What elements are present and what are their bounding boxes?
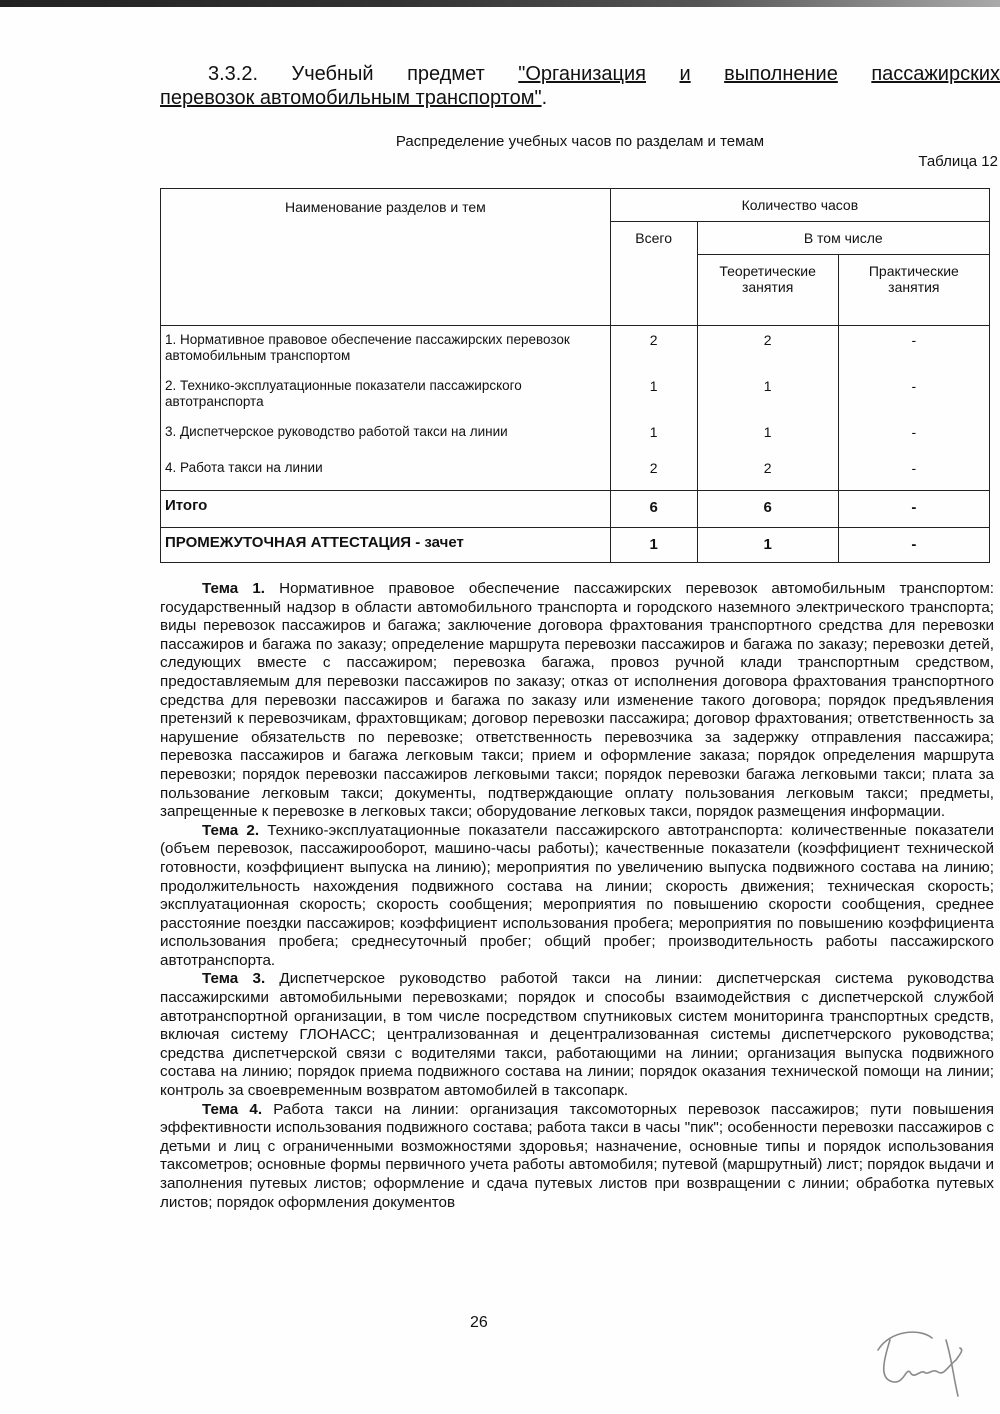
table-row [161,372,990,418]
hours-total: 1 [610,372,697,418]
hours-practice: - [838,454,989,491]
subject-title-word: выполнение [724,63,838,85]
hours-theory: 1 [697,418,838,454]
topic-paragraph [160,580,994,822]
topic-text: Технико-эксплуатационные показатели пассажирского автотранспорта: количественные показатели (объем перевозок, пассажирооборот, машино-часы работы); качественные показатели (коэффициент технической готовности, коэффициент выпуска на линию); мероприятия по увеличению выпуска подвижного состава на линию; продолжительность нахождения подвижного состава на линии; скорость движения; техническая скорость; эксплуатационная скорость; скорость сообщения; мероприятия по повышению скорости сообщения, среднее расстояние поездки пассажиров; коэффициент использования пробега; мероприятия по повышению коэффициента использования пробега; среднесуточный пробег; общий пробег; производительность работы пассажирского автотранспорта. [160,821,994,969]
header-hours: Количество часов [610,189,989,222]
subject-title-word: пассажирских [871,63,1000,85]
attestation-practice: - [838,528,989,563]
topics-description [160,580,994,1212]
section-heading [160,62,1000,110]
topic-label: Тема 4. [202,1100,263,1118]
topic-text: Диспетчерское руководство работой такси на линии: диспетчерская система руководства пассажирскими автомобильными перевозками; порядок и способы взаимодействия с диспетчерской службой автотранспортной организации, в том числе посредством спутниковых систем мониторинга транспортных средств, включая систему ГЛОНАСС; централизованная и децентрализованная системы диспетчерского руководства; средства диспетчерской связи с водителями такси, работающими на линии; организация выпуска подвижного состава на линию; порядок приема подвижного состава на линии; порядок оказания технической помощи на линии; контроль за своевременным возвратом автомобилей в таксопарк. [160,970,994,1100]
hours-practice: - [838,372,989,418]
topic-paragraph [160,970,994,1100]
total-hours: 6 [610,491,697,528]
total-practice: - [838,491,989,528]
topic-name: 2. Технико-эксплуатационные показатели пассажирского автотранспорта [161,372,611,418]
signature-image [860,1310,980,1400]
attestation-label: ПРОМЕЖУТОЧНАЯ АТТЕСТАЦИЯ - зачет [161,528,611,563]
heading-word: Учебный [291,63,374,85]
table-row [161,326,990,373]
header-including: В том числе [697,222,989,255]
topic-paragraph [160,1101,994,1213]
topic-name: 4. Работа такси на линии [161,454,611,491]
header-total: Всего [610,222,697,326]
header-topic-name: Наименование разделов и тем [161,189,611,326]
attestation-hours: 1 [610,528,697,563]
header-theory: Теоретические занятия [697,255,838,326]
topic-label: Тема 1. [202,580,266,597]
topic-name: 3. Диспетчерское руководство работой такси на линии [161,418,611,454]
heading-period: . [541,87,548,109]
topic-label: Тема 3. [202,970,266,988]
table-number: Таблица 12 [918,153,998,170]
subject-title-line2: перевозок автомобильным транспортом" [160,87,542,109]
table-row [161,454,990,491]
total-row [161,491,990,528]
subject-title-word: "Организация [518,63,646,85]
table-caption: Распределение учебных часов по разделам и темам [395,133,765,150]
hours-total: 2 [610,454,697,491]
total-label: Итого [161,491,611,528]
topic-name: 1. Нормативное правовое обеспечение пассажирских перевозок автомобильным транспортом [161,326,611,373]
header-practice: Практические занятия [838,255,989,326]
hours-theory: 2 [697,326,838,373]
hours-total: 2 [610,326,697,373]
hours-theory: 1 [697,372,838,418]
hours-practice: - [838,326,989,373]
attestation-row [161,528,990,563]
topic-text: Работа такси на линии: организация таксомоторных перевозок пассажиров; пути повышения эффективности использования подвижного состава; работа такси в часы "пик"; особенности перевозки пассажиров с детьми и лиц с ограниченными возможностями здоровья; назначение, основные типы и порядок использования таксометров; основные формы первичного учета работы автомобиля; путевой (маршрутный) лист; порядок выдачи и заполнения путевых листов; оформление и сдача путевых листов при возвращении с линии; обработка путевых листов; порядок оформления документов [160,1100,994,1211]
topic-text: Нормативное правовое обеспечение пассажирских перевозок автомобильным транспортом: государственный надзор в области автомобильного транспорта и городского наземного электрического транспорта; виды перевозок пассажиров и багажа; заключение договора фрахтования транспортного средства для перевозки пассажиров и багажа по заказу; определение маршрута перевозки пассажиров и багажа по заказу; перевозки детей, следующих вместе с пассажиром; перевозка багажа, провоз ручной клади транспортным средством, предоставляемым для перевозки пассажиров по заказу; отказ от исполнения договора фрахтования транспортного средства для перевозки пассажиров и багажа по заказу или изменение такого договора; порядок предъявления претензий к перевозчикам, фрахтовщикам; договор перевозки пассажира; договор фрахтования; ответственность за нарушение обязательств по перевозке; ответственность перевозчика за задержку отправления пассажира; перевозка пассажиров и багажа легковым такси; прием и оформление заказа; порядок определения маршрута перевозки; порядок перевозки пассажиров легковыми такси; порядок перевозки багажа легковыми такси; плата за пользование легковым такси; документы, подтверждающие оплату пользования легковым такси; предметы, запрещенные к перевозке в легковых такси; оборудование легковых такси, порядок размещения информации. [160,580,994,821]
hours-theory: 2 [697,454,838,491]
attestation-theory: 1 [697,528,838,563]
hours-practice: - [838,418,989,454]
table-row [161,418,990,454]
subject-title-word: и [679,63,691,85]
hours-table [160,188,990,563]
hours-total: 1 [610,418,697,454]
heading-word: предмет [407,63,485,85]
section-number: 3.3.2. [208,63,259,85]
page-number: 26 [470,1314,488,1331]
topic-paragraph [160,822,994,971]
total-theory: 6 [697,491,838,528]
topic-label: Тема 2. [202,821,260,839]
scan-edge [0,0,1000,7]
